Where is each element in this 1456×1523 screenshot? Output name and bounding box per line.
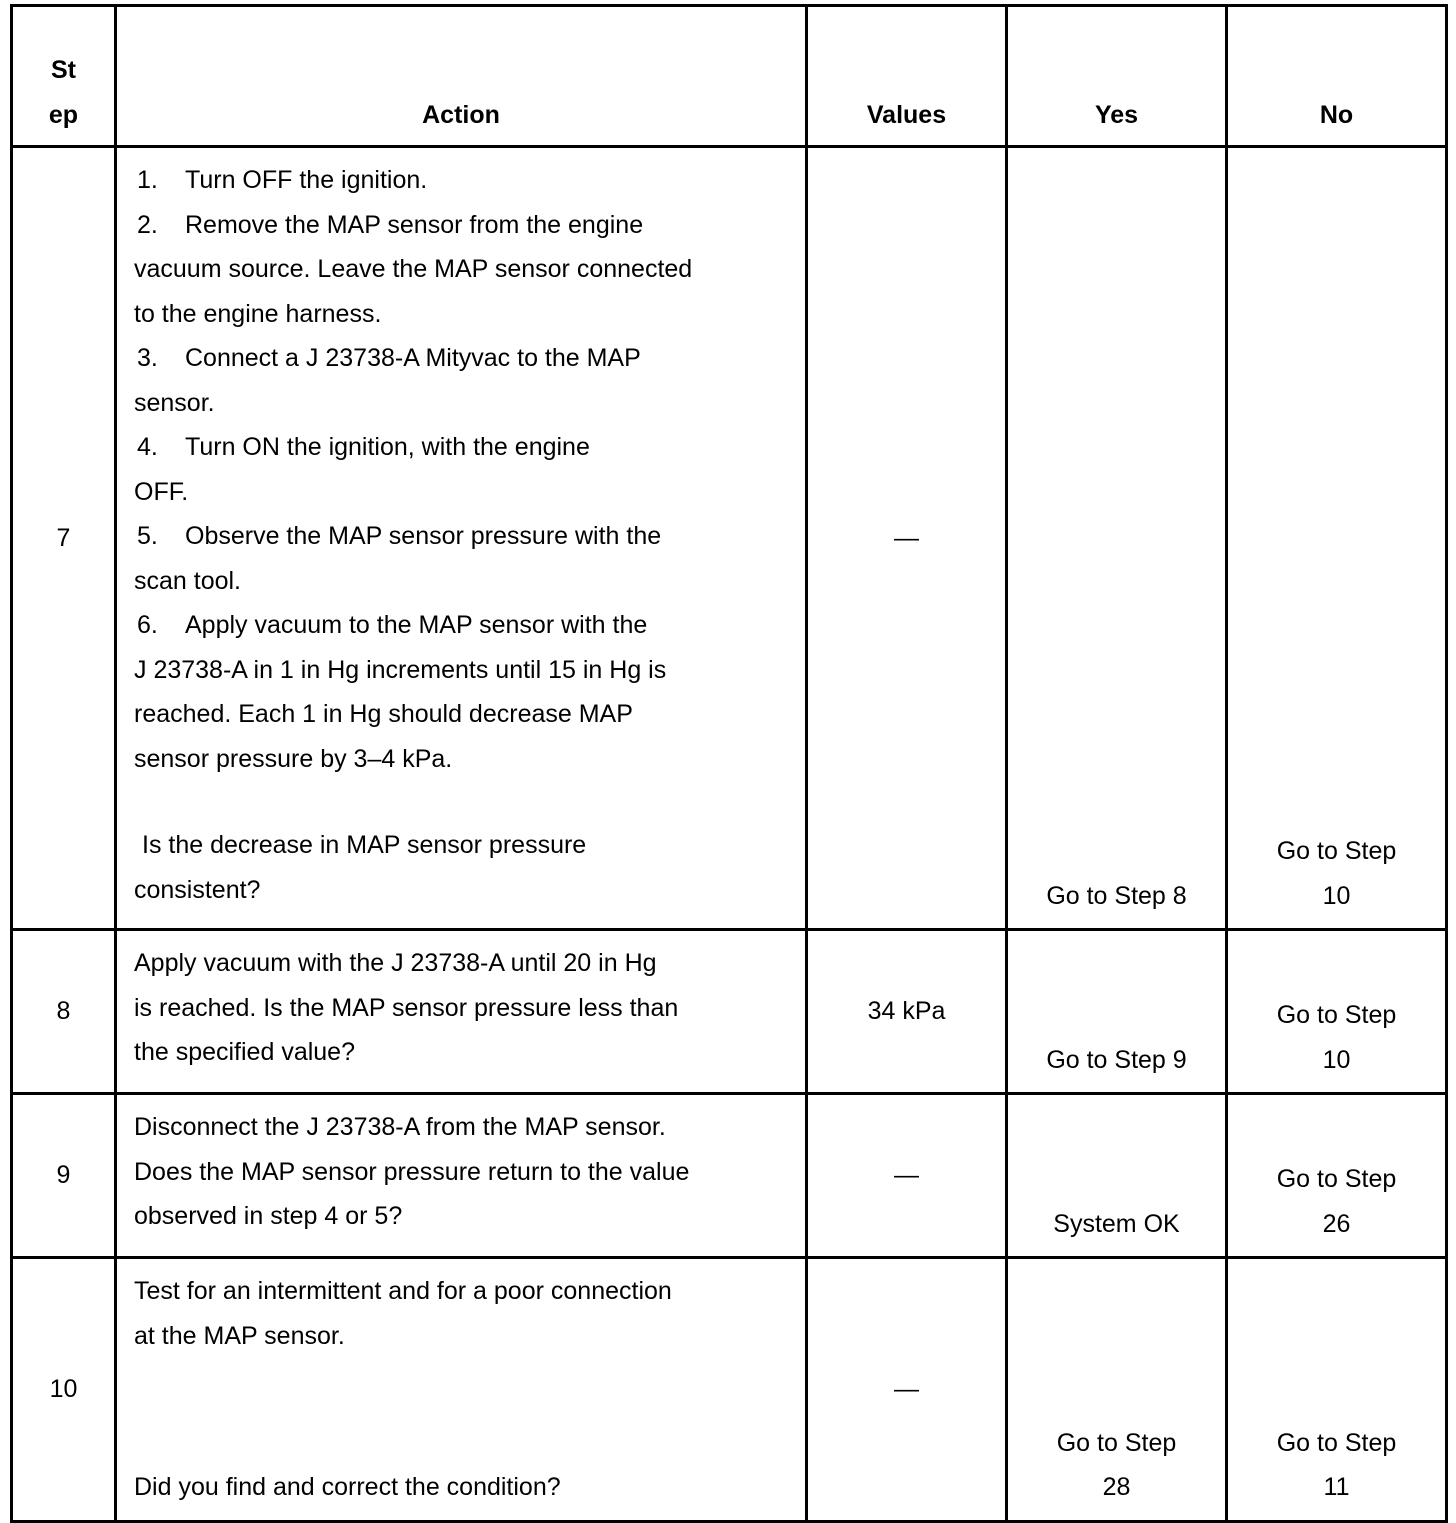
yes-link: Go to Step 8	[1046, 881, 1187, 910]
values-cell: —	[807, 1258, 1007, 1522]
action-item-2-cont: vacuum source. Leave the MAP sensor connected	[134, 255, 693, 283]
action-item-4-cont: OFF.	[134, 477, 189, 506]
no-link: Go to Step	[1276, 1165, 1397, 1193]
step-number: 9	[12, 1094, 116, 1258]
action-cell	[116, 1258, 807, 1522]
action-item-6: 6. Apply vacuum to the MAP sensor with the	[137, 611, 648, 639]
action-line: observed in step 4 or 5?	[134, 1202, 403, 1230]
no-cell	[1227, 1094, 1447, 1258]
action-item-2-cont: to the engine harness.	[134, 299, 382, 328]
no-cell	[1227, 930, 1447, 1094]
header-yes: Yes	[1007, 6, 1227, 147]
no-link-step: 10	[1322, 881, 1351, 910]
no-link-step: 11	[1323, 1473, 1350, 1501]
action-line: Does the MAP sensor pressure return to the value	[134, 1157, 690, 1186]
action-spacer	[134, 781, 765, 823]
action-item-6-cont: J 23738-A in 1 in Hg increments until 15 in Hg is	[134, 655, 667, 684]
values-cell: —	[807, 1094, 1007, 1258]
step-number: 10	[12, 1258, 116, 1522]
action-line: Disconnect the J 23738-A from the MAP sensor.	[134, 1113, 666, 1141]
header-step	[12, 6, 116, 147]
step-number: 7	[12, 147, 116, 930]
action-cell	[116, 930, 807, 1094]
action-item-4: 4. Turn ON the ignition, with the engine	[137, 433, 590, 461]
table-row-step-7	[12, 147, 1447, 930]
table-row-step-9	[12, 1094, 1447, 1258]
action-item-5: 5. Observe the MAP sensor pressure with the	[137, 522, 662, 550]
yes-link-step: 28	[1102, 1473, 1131, 1501]
diagnostic-table	[10, 4, 1448, 1523]
header-no: No	[1227, 6, 1447, 147]
action-question-cont: consistent?	[134, 875, 261, 904]
no-cell	[1227, 147, 1447, 930]
header-step-line1: St	[51, 56, 76, 84]
header-step-line2: ep	[48, 100, 79, 129]
action-question: Did you find and correct the condition?	[134, 1473, 561, 1501]
values-cell: 34 kPa	[807, 930, 1007, 1094]
action-item-6-cont: sensor pressure by 3–4 kPa.	[134, 744, 453, 773]
no-link: Go to Step	[1276, 837, 1397, 865]
yes-link: Go to Step 9	[1046, 1045, 1187, 1074]
table-row-step-10	[12, 1258, 1447, 1522]
action-line: is reached. Is the MAP sensor pressure less than	[134, 993, 679, 1022]
action-line: Test for an intermittent and for a poor connection	[134, 1277, 672, 1305]
yes-cell	[1007, 930, 1227, 1094]
action-line: at the MAP sensor.	[134, 1321, 345, 1350]
no-link: Go to Step	[1276, 1001, 1397, 1029]
no-link-step: 26	[1322, 1209, 1351, 1238]
action-line: the specified value?	[134, 1038, 355, 1066]
action-item-3: 3. Connect a J 23738-A Mityvac to the MAP	[137, 344, 641, 372]
action-cell	[116, 147, 807, 930]
action-item-2: 2. Remove the MAP sensor from the engine	[137, 210, 644, 239]
action-item-3-cont: sensor.	[134, 388, 215, 417]
no-cell	[1227, 1258, 1447, 1522]
action-item-1: 1. Turn OFF the ignition.	[137, 166, 428, 194]
no-link-step: 10	[1322, 1045, 1351, 1074]
no-link: Go to Step	[1276, 1428, 1397, 1457]
action-item-5-cont: scan tool.	[134, 566, 242, 595]
yes-cell	[1007, 147, 1227, 930]
step-number: 8	[12, 930, 116, 1094]
values-cell: —	[807, 147, 1007, 930]
header-action: Action	[116, 6, 807, 147]
header-values: Values	[807, 6, 1007, 147]
action-item-6-cont: reached. Each 1 in Hg should decrease MAP	[134, 700, 633, 728]
action-line: Apply vacuum with the J 23738-A until 20 in Hg	[134, 949, 657, 977]
yes-link: System OK	[1053, 1209, 1180, 1238]
yes-cell	[1007, 1094, 1227, 1258]
yes-link: Go to Step	[1056, 1428, 1177, 1457]
yes-cell	[1007, 1258, 1227, 1522]
action-spacer	[134, 1358, 765, 1465]
table-row-step-8	[12, 930, 1447, 1094]
action-cell	[116, 1094, 807, 1258]
action-question: Is the decrease in MAP sensor pressure	[142, 831, 587, 859]
header-row	[12, 6, 1447, 147]
